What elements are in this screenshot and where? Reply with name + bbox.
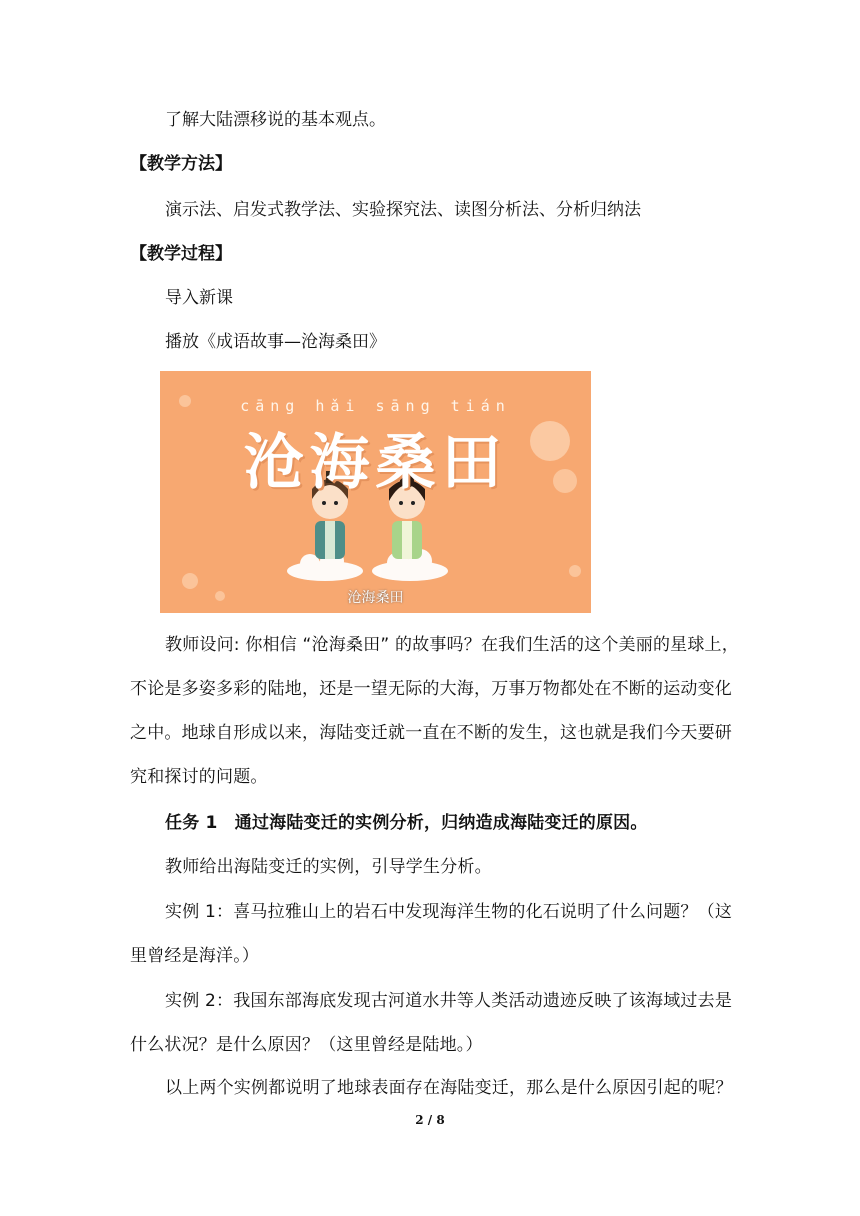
paragraph: 教师给出海陆变迁的实例，引导学生分析。 — [165, 857, 492, 877]
page-number: 2 / 8 — [415, 1113, 445, 1127]
section-heading-process: 【教学过程】 — [130, 244, 232, 264]
idiom-title: 沧海桑田 — [243, 428, 508, 498]
task-heading: 任务 1 通过海陆变迁的实例分析，归纳造成海陆变迁的原因。 — [165, 813, 648, 833]
idiom-video-image — [160, 371, 591, 613]
section-heading-method: 【教学方法】 — [130, 154, 232, 174]
text-line: 演示法、启发式教学法、实验探究法、读图分析法、分析归纳法 — [165, 200, 641, 220]
text-line: 导入新课 — [165, 288, 233, 308]
paragraph: 实例 2：我国东部海底发现古河道水井等人类活动遗迹反映了该海域过去是什么状况？是什么原因？（这里曾经是陆地。） — [130, 991, 733, 1055]
paragraph: 以上两个实例都说明了地球表面存在海陆变迁，那么是什么原因引起的呢？ — [165, 1078, 733, 1098]
text-line: 了解大陆漂移说的基本观点。 — [165, 110, 386, 130]
video-caption: 沧海桑田 — [347, 590, 404, 606]
pinyin-text: cāng hǎi sāng tián — [240, 397, 511, 415]
paragraph: 实例 1：喜马拉雅山上的岩石中发现海洋生物的化石说明了什么问题？（这里曾经是海洋。） — [130, 902, 733, 966]
paragraph: 教师设问: 你相信 “沧海桑田” 的故事吗？在我们生活的这个美丽的星球上，不论是多姿多彩的陆地，还是一望无际的大海，万事万物都处在不断的运动变化之中。地球自形成以来，海陆变迁就一直在不断的发生，这也就是我们今天要研究和探讨的问题。 — [130, 635, 739, 787]
text-line: 播放《成语故事—沧海桑田》 — [165, 332, 386, 352]
